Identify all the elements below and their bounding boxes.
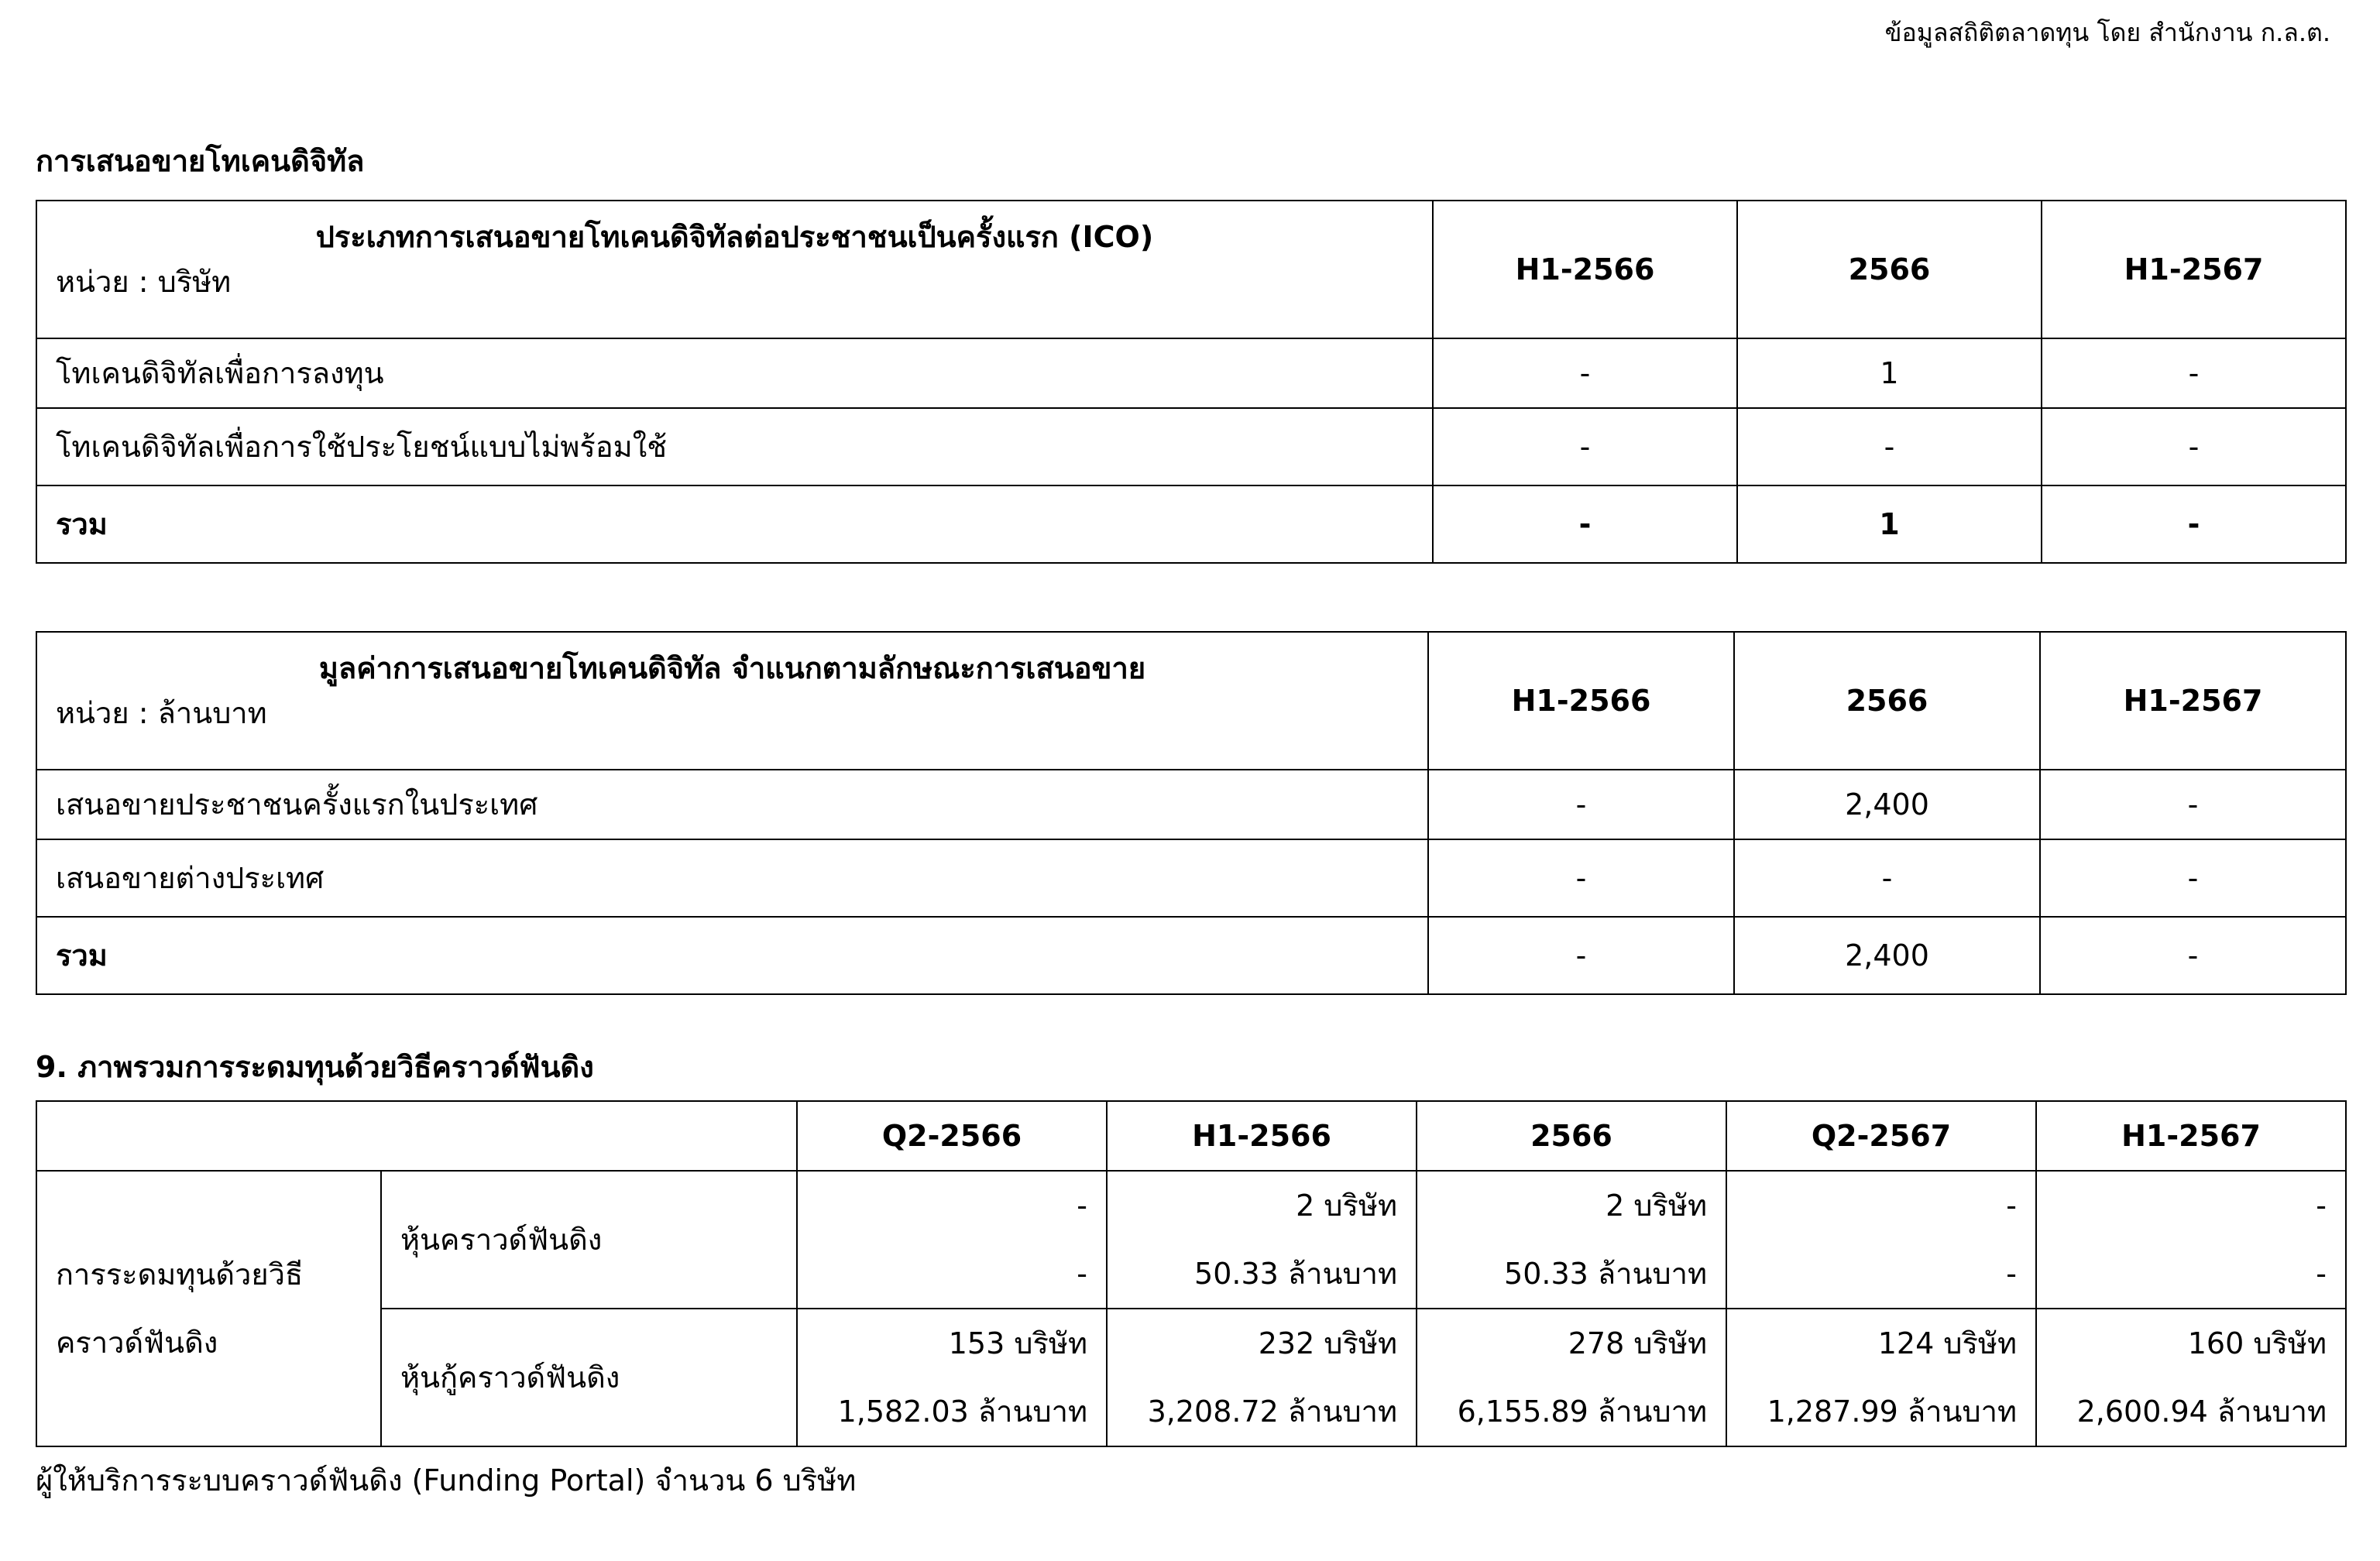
cell-value — [797, 1309, 1107, 1446]
cell-value: - — [1428, 917, 1734, 994]
cell-value: - — [1428, 839, 1734, 917]
company-count: - — [1077, 1189, 1087, 1223]
company-count: - — [2316, 1189, 2327, 1223]
cell-value — [1107, 1171, 1417, 1309]
cell-value: - — [2040, 770, 2346, 839]
cell-value: - — [2040, 839, 2346, 917]
table-row — [36, 1171, 2346, 1309]
crowdfunding-table — [36, 1100, 2347, 1447]
table-header-row — [36, 1101, 2346, 1171]
column-header: Q2-2566 — [797, 1101, 1107, 1171]
cell-value: - — [1734, 839, 2040, 917]
amount-value: 3,208.72 ล้านบาท — [1147, 1395, 1397, 1429]
table-header-row — [36, 201, 2346, 338]
cell-value — [1417, 1309, 1726, 1446]
cell-value — [1726, 1171, 2036, 1309]
table-title-cell — [36, 632, 1428, 770]
company-count: 232 บริษัท — [1258, 1326, 1397, 1360]
cell-value — [2036, 1309, 2346, 1446]
table-title: ประเภทการเสนอขายโทเคนดิจิทัลต่อประชาชนเป็นครั้งแรก (ICO) — [315, 220, 1154, 254]
column-header: 2566 — [1417, 1101, 1726, 1171]
company-count: 124 บริษัท — [1877, 1326, 2017, 1360]
cell-value: - — [1433, 485, 1737, 563]
company-count: 153 บริษัท — [948, 1326, 1087, 1360]
source-note: ข้อมูลสถิติตลาดทุน โดย สำนักงาน ก.ล.ต. — [1884, 18, 2330, 47]
company-count: 2 บริษัท — [1296, 1189, 1397, 1223]
empty-header-cell — [36, 1101, 797, 1171]
amount-value: 1,287.99 ล้านบาท — [1767, 1395, 2017, 1429]
group-label-line: การระดมทุนด้วยวิธี — [56, 1257, 304, 1292]
company-count: - — [2006, 1189, 2017, 1223]
footnote: ผู้ให้บริการระบบคราวด์ฟันดิง (Funding Portal) จำนวน 6 บริษัท — [36, 1463, 857, 1498]
column-header: H1-2567 — [2042, 201, 2346, 338]
cell-value: - — [1428, 770, 1734, 839]
cell-value: - — [2042, 485, 2346, 563]
row-label: โทเคนดิจิทัลเพื่อการใช้ประโยชน์แบบไม่พร้อมใช้ — [36, 408, 1433, 485]
amount-value: 1,582.03 ล้านบาท — [837, 1395, 1087, 1429]
company-count: 160 บริษัท — [2187, 1326, 2327, 1360]
company-count: 2 บริษัท — [1606, 1189, 1707, 1223]
column-header: 2566 — [1737, 201, 2042, 338]
cell-value — [1726, 1309, 2036, 1446]
amount-value: - — [2006, 1257, 2017, 1291]
column-header: H1-2566 — [1107, 1101, 1417, 1171]
cell-value — [2036, 1171, 2346, 1309]
cell-value: 2,400 — [1734, 917, 2040, 994]
cell-value: - — [2042, 338, 2346, 408]
amount-value: 50.33 ล้านบาท — [1504, 1257, 1707, 1291]
amount-value: - — [1077, 1257, 1087, 1291]
cell-value — [797, 1171, 1107, 1309]
row-label: หุ้นคราวด์ฟันดิง — [381, 1171, 797, 1309]
unit-label: หน่วย : บริษัท — [56, 265, 232, 299]
group-label-line: คราวด์ฟันดิง — [56, 1326, 218, 1360]
cell-value: - — [1737, 408, 2042, 485]
cell-value: - — [2040, 917, 2346, 994]
cell-value: 1 — [1737, 338, 2042, 408]
amount-value: - — [2316, 1257, 2327, 1291]
column-header: H1-2566 — [1428, 632, 1734, 770]
column-header: 2566 — [1734, 632, 2040, 770]
row-label: รวม — [36, 917, 1428, 994]
cell-value: - — [2042, 408, 2346, 485]
table-row — [36, 770, 2346, 839]
cell-value — [1417, 1171, 1726, 1309]
unit-label: หน่วย : ล้านบาท — [56, 696, 267, 730]
cell-value: - — [1433, 338, 1737, 408]
column-header: H1-2567 — [2040, 632, 2346, 770]
row-label: เสนอขายต่างประเทศ — [36, 839, 1428, 917]
table-header-row — [36, 632, 2346, 770]
company-count: 278 บริษัท — [1568, 1326, 1707, 1360]
cell-value — [1107, 1309, 1417, 1446]
row-label: โทเคนดิจิทัลเพื่อการลงทุน — [36, 338, 1433, 408]
column-header: Q2-2567 — [1726, 1101, 2036, 1171]
table-row — [36, 338, 2346, 408]
row-label: หุ้นกู้คราวด์ฟันดิง — [381, 1309, 797, 1446]
cell-value: 1 — [1737, 485, 2042, 563]
table-row — [36, 839, 2346, 917]
row-label: รวม — [36, 485, 1433, 563]
total-row — [36, 917, 2346, 994]
section-title-digital-token: การเสนอขายโทเคนดิจิทัล — [36, 144, 365, 178]
table-row — [36, 1309, 2346, 1446]
row-label: เสนอขายประชาชนครั้งแรกในประเทศ — [36, 770, 1428, 839]
total-row — [36, 485, 2346, 563]
column-header: H1-2566 — [1433, 201, 1737, 338]
amount-value: 6,155.89 ล้านบาท — [1457, 1395, 1707, 1429]
amount-value: 2,600.94 ล้านบาท — [2076, 1395, 2327, 1429]
table-title-cell — [36, 201, 1433, 338]
ico-type-table — [36, 200, 2347, 564]
table-title: มูลค่าการเสนอขายโทเคนดิจิทัล จำแนกตามลักษณะการเสนอขาย — [318, 651, 1146, 685]
column-header: H1-2567 — [2036, 1101, 2346, 1171]
amount-value: 50.33 ล้านบาท — [1194, 1257, 1397, 1291]
cell-value: 2,400 — [1734, 770, 2040, 839]
offering-value-table — [36, 631, 2347, 995]
cell-value: - — [1433, 408, 1737, 485]
table-row — [36, 408, 2346, 485]
group-label — [36, 1171, 381, 1446]
section-title-crowdfunding: 9. ภาพรวมการระดมทุนด้วยวิธีคราวด์ฟันดิง — [36, 1050, 594, 1084]
